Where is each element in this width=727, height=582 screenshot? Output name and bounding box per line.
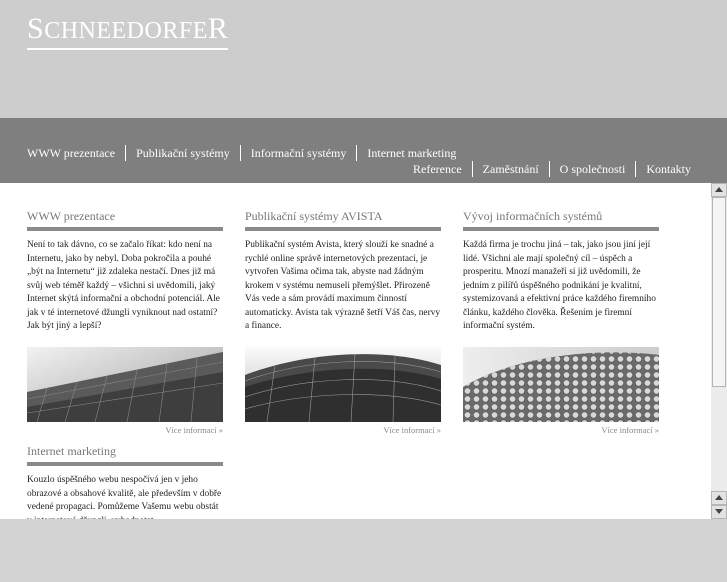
more-info-link[interactable]: Více informací »	[383, 425, 441, 435]
main-content	[0, 183, 711, 519]
main-navigation	[0, 118, 727, 183]
scroll-down-button[interactable]	[711, 505, 727, 519]
section-title[interactable]: WWW prezentace	[27, 209, 116, 223]
arrow-down-icon	[715, 509, 723, 514]
nav-www-prezentace[interactable]: WWW prezentace	[27, 146, 116, 160]
arrow-up-icon	[715, 187, 723, 192]
header	[0, 0, 727, 118]
disc-facade-image[interactable]	[463, 347, 659, 422]
logo[interactable]: SCHNEEDORFER	[27, 14, 228, 50]
section-text: Není to tak dávno, co se začalo říkat: kdo není na Internetu, jako by nebyl. Doba pokročila a pouhé „být na Internetu“ již zdaleka nestačí. Dnes již má svůj web téměř každý – všichni si uvědomili, jaký Internet skýtá informační a obchodní potenciál. Ale jak v té internetové džungli vyniknout nad ostatní? Jak být jiný a lepší?	[27, 240, 220, 331]
nav-zamestnani[interactable]: Zaměstnání	[482, 162, 539, 176]
nav-informacni-systemy[interactable]: Informační systémy	[250, 146, 347, 160]
nav-divider	[472, 161, 473, 177]
section-text: Každá firma je trochu jiná – tak, jako jsou jiní její lidé. Všichni ale mají společný cíl – úspěch a prosperitu. Mnozí manažeři si již uvědomili, že jedním z pilířů úspěšného podnikání je kvalitní, systemizovaná a efektivní práce každého firemního článku, každého člověka. Řešením je firemní informační systém.	[463, 240, 656, 331]
scroll-thumb[interactable]	[712, 197, 726, 387]
section-publikacni-systemy	[245, 209, 441, 435]
nav-divider	[240, 145, 241, 161]
nav-o-spolecnosti[interactable]: O společnosti	[559, 162, 626, 176]
section-text: Publikační systém Avista, který slouží ke snadné a rychlé online správě internetových prezentací, je vytvořen Vašima očima tak, abyste nad žádným krokem v systému nemuseli přemýšlet. Přirozeně Vás vede a sám provádí maximum činností automaticky. Avista tak výrazně šetří Váš čas, nervy a finance.	[245, 240, 441, 331]
section-title[interactable]: Publikační systémy AVISTA	[245, 209, 383, 223]
nav-divider	[125, 145, 126, 161]
nav-row-secondary	[413, 161, 691, 177]
scroll-down-button-upper[interactable]	[711, 491, 727, 505]
nav-divider	[549, 161, 550, 177]
nav-row-primary	[27, 145, 456, 161]
nav-reference[interactable]: Reference	[413, 162, 462, 176]
nav-publikacni-systemy[interactable]: Publikační systémy	[136, 146, 230, 160]
building-photo-image[interactable]	[27, 347, 223, 422]
more-info-link[interactable]: Více informací »	[165, 425, 223, 435]
nav-divider	[635, 161, 636, 177]
section-title[interactable]: Vývoj informačních systémů	[463, 209, 603, 223]
scroll-up-button[interactable]	[711, 183, 727, 197]
arrow-up-icon	[715, 495, 723, 500]
more-info-link[interactable]: Více informací »	[601, 425, 659, 435]
bottom-strip	[0, 519, 727, 545]
section-divider	[27, 462, 223, 466]
nav-kontakty[interactable]: Kontakty	[646, 162, 691, 176]
section-informacni-systemy	[463, 209, 659, 435]
nav-internet-marketing[interactable]: Internet marketing	[367, 146, 457, 160]
section-www-prezentace	[27, 209, 223, 435]
curved-building-image[interactable]	[245, 347, 441, 422]
section-title[interactable]: Internet marketing	[27, 444, 116, 458]
section-internet-marketing	[27, 444, 223, 582]
section-divider	[245, 227, 441, 231]
section-divider	[27, 227, 223, 231]
section-text: Kouzlo úspěšného webu nespočívá jen v jeho obrazové a obsahové kvalitě, ale především v dobře vedené propagaci. Pomůžeme Vašemu webu obstát	[27, 475, 222, 512]
vertical-scrollbar[interactable]	[711, 183, 727, 519]
nav-divider	[356, 145, 357, 161]
section-divider	[463, 227, 659, 231]
